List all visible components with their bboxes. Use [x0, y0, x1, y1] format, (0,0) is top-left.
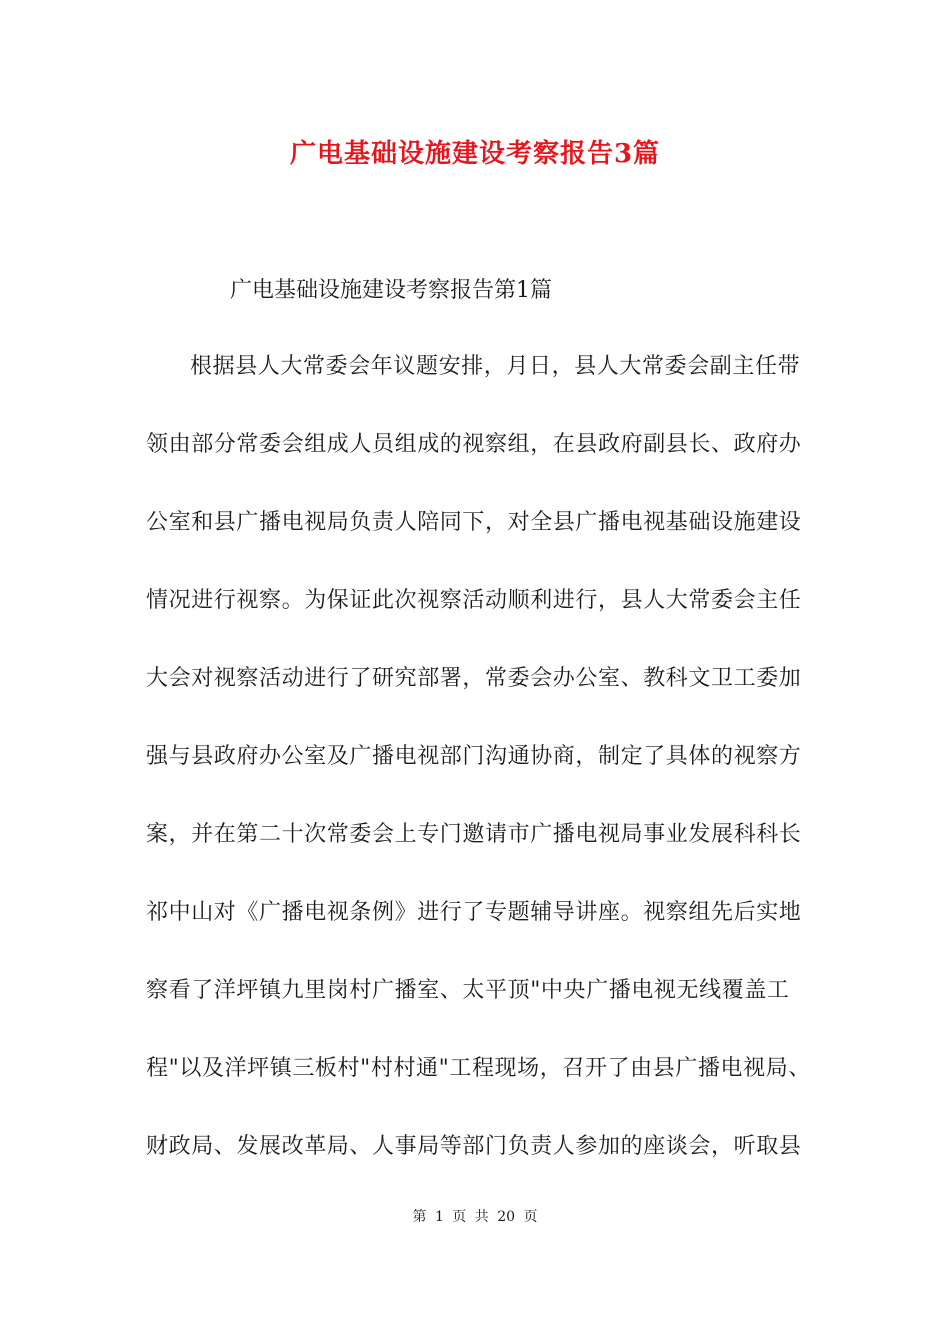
paragraph-line: 祁中山对《广播电视条例》进行了专题辅导讲座。视察组先后实地: [146, 900, 802, 925]
paragraph-line: 大会对视察活动进行了研究部署，常委会办公室、教科文卫工委加: [146, 666, 802, 691]
paragraph-line: 公室和县广播电视局负责人陪同下，对全县广播电视基础设施建设: [146, 510, 802, 535]
paragraph-line: 强与县政府办公室及广播电视部门沟通协商，制定了具体的视察方: [146, 744, 802, 769]
paragraph-line: 情况进行视察。为保证此次视察活动顺利进行，县人大常委会主任: [146, 588, 802, 613]
paragraph-line: 领由部分常委会组成人员组成的视察组，在县政府副县长、政府办: [146, 432, 802, 457]
paragraph-line: 案，并在第二十次常委会上专门邀请市广播电视局事业发展科科长: [146, 822, 802, 847]
section-heading: 广电基础设施建设考察报告第1篇: [230, 278, 552, 303]
paragraph-line: 根据县人大常委会年议题安排，月日，县人大常委会副主任带: [190, 354, 801, 379]
document-title: 广电基础设施建设考察报告3篇: [289, 139, 661, 169]
page-number-footer: 第 1 页 共 20 页: [412, 1209, 538, 1225]
paragraph-line: 程"以及洋坪镇三板村"村村通"工程现场，召开了由县广播电视局、: [146, 1056, 811, 1081]
body-paragraph: [146, 350, 811, 1208]
paragraph-line: 财政局、发展改革局、人事局等部门负责人参加的座谈会，听取县: [146, 1134, 802, 1159]
paragraph-line: 察看了洋坪镇九里岗村广播室、太平顶"中央广播电视无线覆盖工: [146, 978, 790, 1003]
